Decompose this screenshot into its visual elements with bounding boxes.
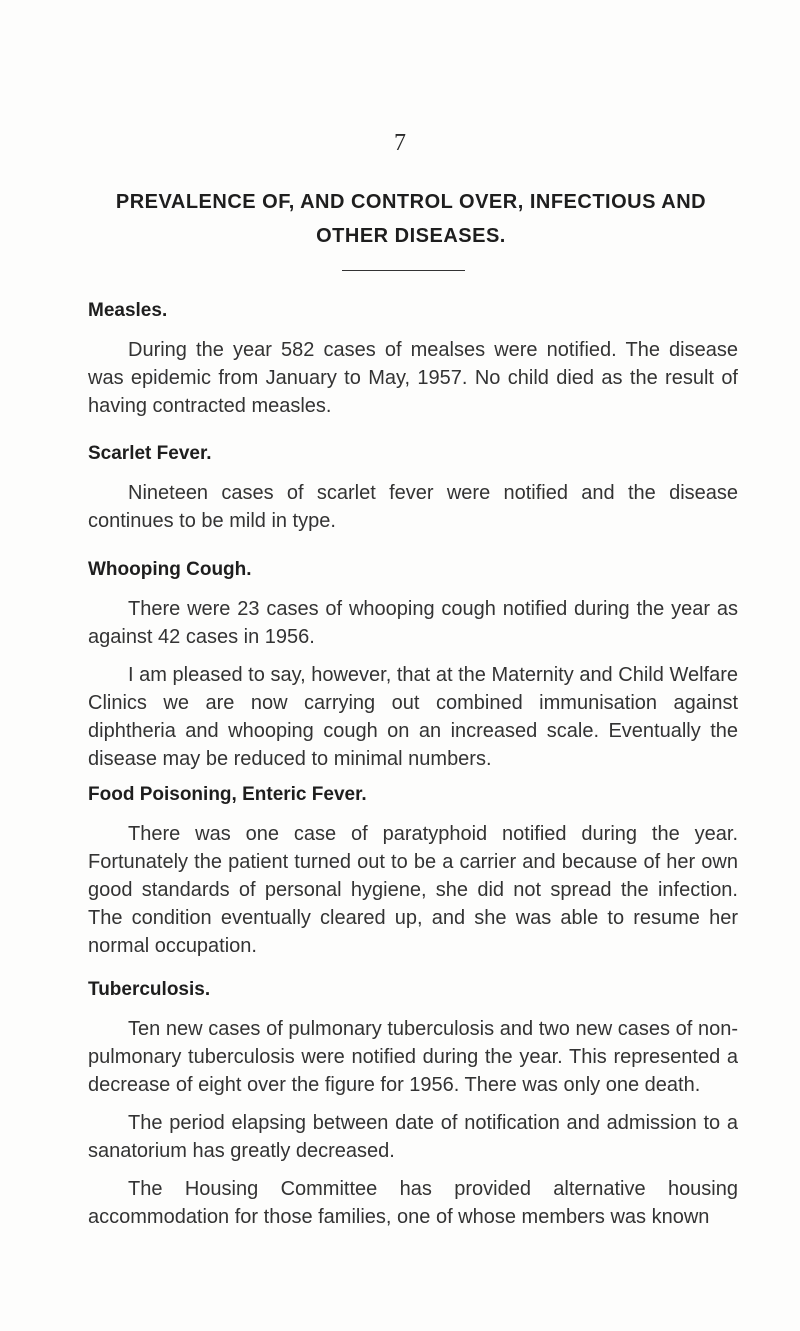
section-tuberculosis — [88, 977, 738, 1231]
title-line-2: OTHER DISEASES. — [316, 225, 506, 247]
section-heading: Whooping Cough. — [88, 559, 252, 580]
section-scarlet-fever — [88, 441, 738, 535]
page-title — [88, 185, 734, 253]
section-paragraph: During the year 582 cases of mealses were notified. The disease was epidemic from January to May, 1957. No child died as the result of having contracted measles. — [88, 339, 738, 417]
section-paragraph: There were 23 cases of whooping cough notified during the year as against 42 cases in 1956. — [88, 598, 738, 648]
page-number: 7 — [394, 130, 406, 156]
section-measles — [88, 298, 738, 420]
section-paragraph: The Housing Committee has provided alternative housing accommodation for those families, one of whose members was known — [88, 1178, 738, 1228]
section-whooping-cough — [88, 557, 738, 773]
title-divider — [342, 270, 465, 271]
section-paragraph: Ten new cases of pulmonary tuberculosis and two new cases of non-pulmonary tuberculosis were notified during the year. This represented a decrease of eight over the figure for 1956. There was only one death. — [88, 1018, 738, 1096]
section-paragraph: I am pleased to say, however, that at the Maternity and Child Welfare Clinics we are now carrying out combined immunisation against diphtheria and whooping cough on an increased scale. Eventually the disease may be reduced to minimal numbers. — [88, 664, 738, 770]
section-paragraph: There was one case of paratyphoid notified during the year. Fortunately the patient turned out to be a carrier and because of her own good standards of personal hygiene, she did not spread the infection. The condition eventually cleared up, and she was able to resume her normal occupation. — [88, 823, 738, 957]
section-heading: Measles. — [88, 300, 168, 321]
section-paragraph: The period elapsing between date of notification and admission to a sanatorium has greatly decreased. — [88, 1112, 738, 1162]
section-food-poisoning — [88, 782, 738, 960]
section-paragraph: Nineteen cases of scarlet fever were notified and the disease continues to be mild in type. — [88, 482, 738, 532]
section-heading: Food Poisoning, Enteric Fever. — [88, 784, 367, 805]
title-line-1: PREVALENCE OF, AND CONTROL OVER, INFECTIOUS AND — [115, 191, 707, 213]
section-heading: Tuberculosis. — [88, 979, 211, 1000]
section-heading: Scarlet Fever. — [88, 443, 212, 464]
